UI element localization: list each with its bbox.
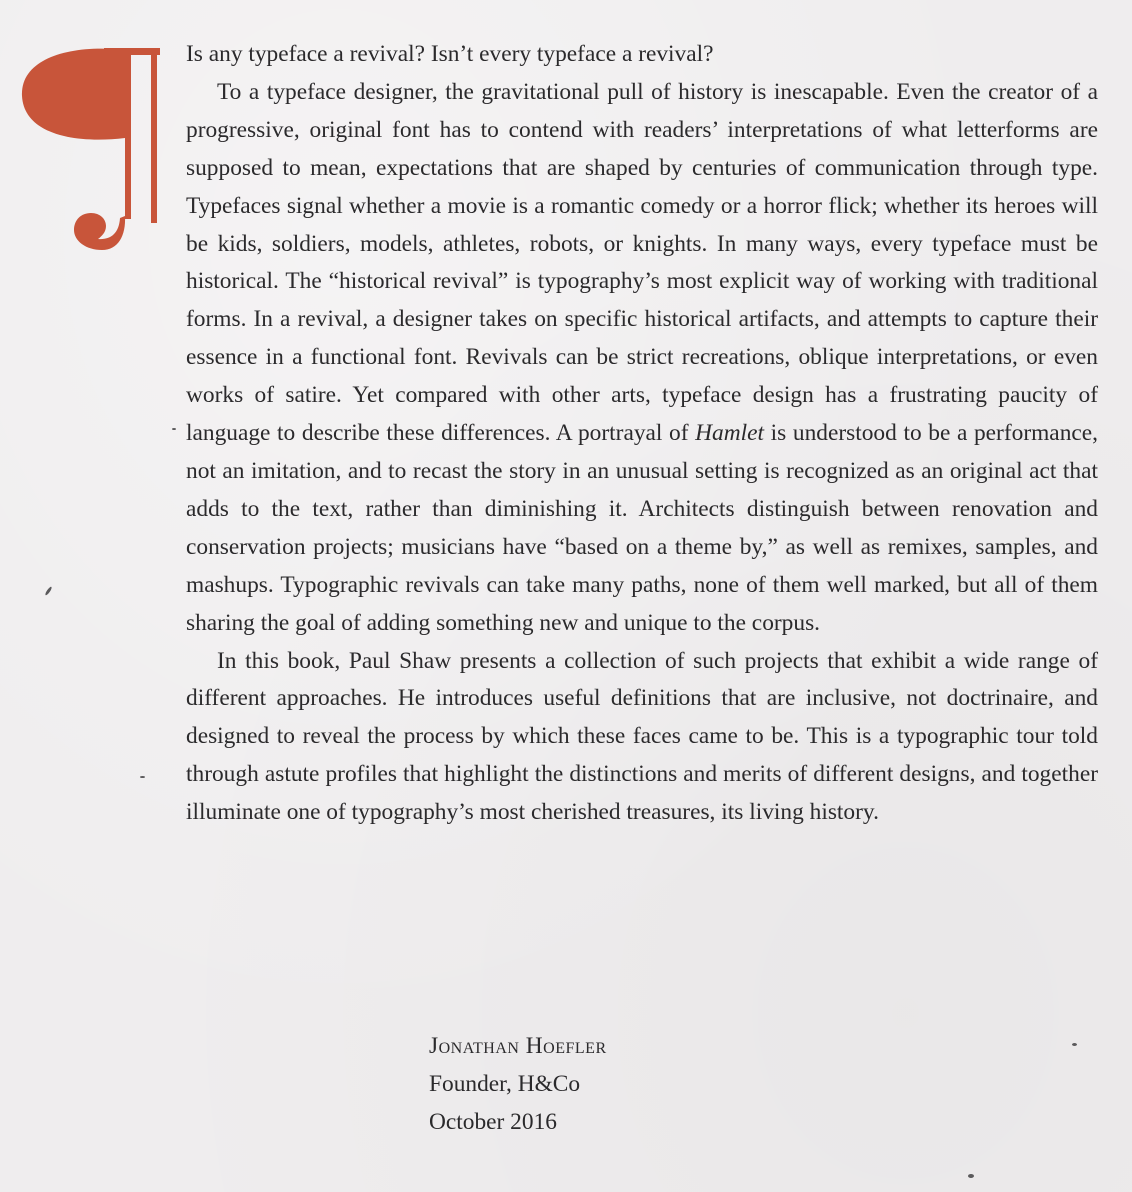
signature-title: Founder, H&Co: [429, 1070, 581, 1097]
scan-speck: [172, 428, 176, 430]
signature-block: [429, 1028, 607, 1141]
intro-text: Is any typeface a revival? Isn’t every typeface a revival?: [186, 41, 714, 67]
paragraph-text: is understood to be a performance, not an imitation, and to recast the story in an unusual setting is recognized as an original act that adds to the text, rather than diminishing it. Architects distinguish between renovation and conservation projects; musicians have “based on a theme by,” as well as remixes, samples, and mashups. Typographic revivals can take many paths, none of them well marked, but all of them sharing the goal of adding something new and unique to the corpus.: [186, 420, 1098, 636]
paragraph-text: In this book, Paul Shaw presents a collection of such projects that exhibit a wide range of different approaches. He introduces useful definitions that are inclusive, not doctrinaire, and designed to reveal the process by which these faces came to be. This is a typographic tour told through astute profiles that highlight the distinctions and merits of different designs, and together illuminate one of typography’s most cherished treasures, its living history.: [186, 647, 1098, 826]
paragraph: [186, 74, 1098, 643]
foreword-text: [186, 36, 1098, 832]
pilcrow-icon: [16, 40, 166, 255]
scan-speck: [968, 1174, 974, 1178]
signature-name: Jonathan Hoefler: [429, 1033, 607, 1059]
intro-line: [186, 36, 1098, 74]
scan-speck: [1072, 1043, 1077, 1046]
paragraph-text: To a typeface designer, the gravitational pull of history is inescapable. Even the creator of a progressive, original font has to contend with readers’ interpretations of what letterforms are supposed to mean, expectations that are shaped by centuries of communication through type. Typefaces signal whether a movie is a romantic comedy or a horror flick; whether its heroes will be kids, soldiers, models, athletes, robots, or knights. In many ways, every typeface must be historical. The “historical revival” is typography’s most explicit way of working with traditional forms. In a revival, a designer takes on specific historical artifacts, and attempts to capture their essence in a functional font. Revivals can be strict recreations, oblique interpretations, or even works of satire. Yet compared with other arts, typeface design has a frustrating paucity of language to describe these differences. A portrayal of: [186, 78, 1098, 447]
italic-title: Hamlet: [695, 420, 765, 447]
paragraph: [186, 643, 1098, 833]
scan-speck: [44, 586, 52, 596]
signature-date: October 2016: [429, 1108, 557, 1135]
scan-speck: [140, 776, 145, 778]
